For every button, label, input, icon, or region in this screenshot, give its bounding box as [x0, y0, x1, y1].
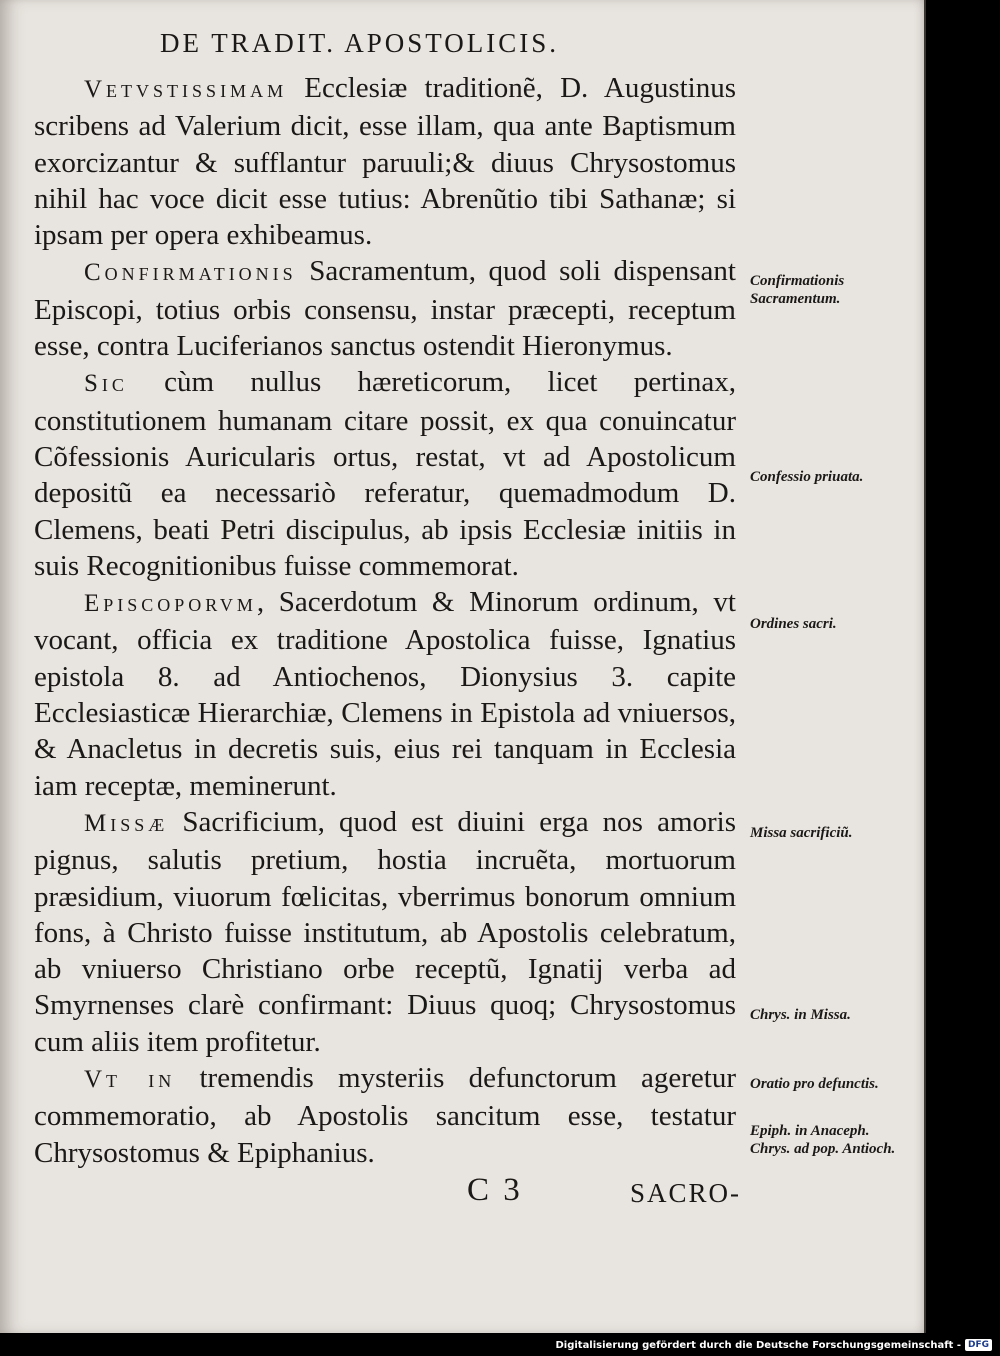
paragraph-baptism	[34, 70, 736, 253]
paragraph-confirmation	[34, 253, 736, 364]
catchword: SACRO-	[630, 1178, 742, 1208]
marginal-note-mass: Missa sacrificiũ.	[750, 825, 853, 841]
main-text	[34, 70, 736, 1171]
footer-text: Digitalisierung gefördert durch die Deutsche Forschungsgemeinschaft -	[555, 1339, 961, 1351]
marginal-note-confession: Confessio priuata.	[750, 469, 864, 485]
marginal-note-confirmation: Confirmationis Sacramentum.	[750, 273, 845, 307]
paragraph-orders	[34, 584, 736, 804]
paragraph-text: Ecclesiæ traditionẽ, D. Augustinus scribens ad Valerium dicit, esse illam, qua ante Baptismum exorcizantur & sufflantur paruuli;& diuus Chrysostomus nihil hac voce dicit esse tutius: Abrenũtio tibi Sathanæ; si ipsam per opera exhibeamus.	[34, 72, 736, 252]
paragraph-text: cùm nullus hæreticorum, licet pertinax, constitutionem humanam citare possit, ex qua conuincatur Cõfessionis Auricularis ortus, restat, vt ad Apostolicum depositũ ea necessariò referatur, quemadmodum D. Clemens, beati Petri discipulus, ab ipsis Ecclesiæ initiis in suis Recognitionibus fuisse commemorat.	[34, 366, 736, 582]
footer-credit	[555, 1339, 992, 1351]
marginal-note-chrysostom: Chrys. in Missa.	[750, 1007, 851, 1023]
paragraph-confession	[34, 364, 736, 584]
paragraph-lead: Sic	[84, 370, 128, 398]
paragraph-text: tremendis mysteriis defunctorum ageretur commemoratio, ab Apostolis sancitum esse, testatur Chrysostomus & Epiphanius.	[34, 1062, 736, 1169]
marginal-note-orders: Ordines sacri.	[750, 616, 837, 632]
paragraph-lead: Missæ	[84, 809, 169, 837]
paragraph-lead: Confirmationis	[84, 259, 297, 287]
paragraph-text: , Sacerdotum & Minorum ordinum, vt vocant, officia ex traditione Apostolica fuisse, Ignatius epistola 8. ad Antiochenos, Dionysius 3. capite Ecclesiasticæ Hierarchiæ, Clemens in Epistola ad vniuersos, & Anacletus in decretis suis, eius rei tanquam in Ecclesia iam receptæ, meminerunt.	[34, 586, 736, 802]
paragraph-lead: Episcoporvm	[84, 590, 257, 618]
paragraph-mass	[34, 804, 736, 1060]
signature-mark: C 3	[467, 1172, 523, 1208]
paragraph-text: Sacramentum, quod soli dispensant Episcopi, totius orbis consensu, instar præcepti, receptum esse, contra Luciferianos sanctus ostendit Hieronymus.	[34, 255, 736, 363]
running-head: DE TRADIT. APOSTOLICIS.	[160, 28, 560, 58]
dfg-logo: DFG	[965, 1339, 992, 1351]
paragraph-lead: Vetvstissimam	[84, 76, 288, 103]
marginal-note-epiphanius: Epiph. in Anaceph. Chrys. ad pop. Antioch.	[750, 1123, 896, 1157]
paragraph-lead: Vt in	[84, 1066, 176, 1094]
paragraph-defunct	[34, 1060, 736, 1171]
marginal-note-defunct: Oratio pro defunctis.	[750, 1076, 879, 1092]
paragraph-text: Sacrificium, quod est diuini erga nos amoris pignus, salutis pretium, hostia incruẽta, mortuorum præsidium, viuorum fœlicitas, vberrimus bonorum omnium fons, à Christo fuisse institutum, ab Apostolis celebratum, ab vniuerso Christiano orbe receptũ, Ignatij verba ad Smyrnenses clarè confirmant: Diuus quoq; Chrysostomus cum aliis item profitetur.	[34, 805, 736, 1058]
